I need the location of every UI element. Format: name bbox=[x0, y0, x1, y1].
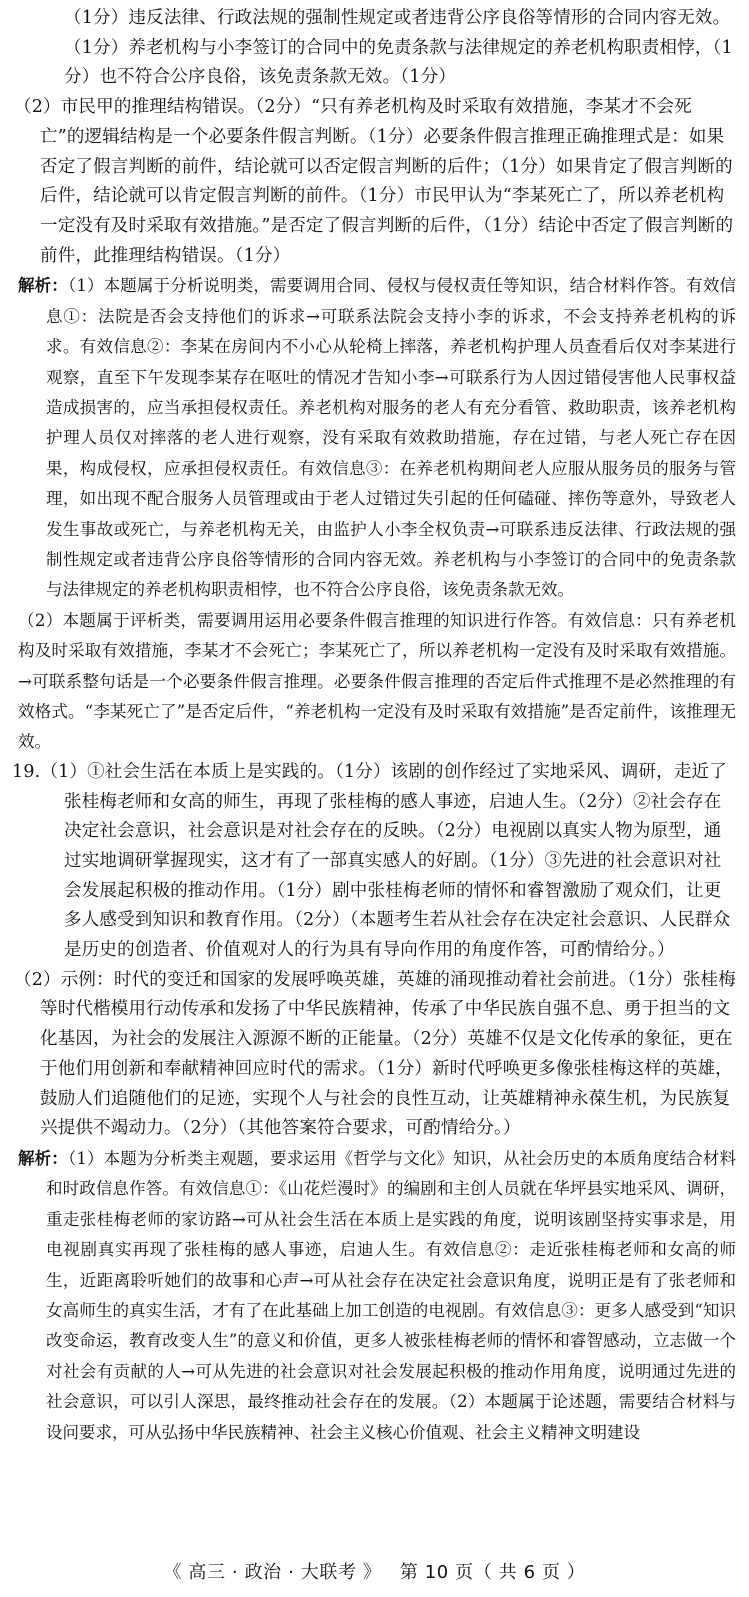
analysis-18 bbox=[18, 271, 736, 758]
analysis-18-text-2: （2）本题属于评析类，需要调用运用必要条件假言推理的知识进行作答。有效信息：只有养老机构及时采取有效措施，李某才不会死亡；李某死亡了，所以养老机构一定没有及时采取有效措施。→可联系整句话是一个必要条件假言推理。必要条件假言推理的否定后件式推理不是必然推理的有效格式。“李某死亡了”是否定后件，“养老机构一定没有及时采取有效措施”是否定前件，该推理无效。 bbox=[18, 610, 736, 752]
answer-18-part1-continued: （1分）违反法律、行政法规的强制性规定或者违背公序良俗等情形的合同内容无效。（1分）养老机构与小李签订的合同中的免责条款与法律规定的养老机构职责相悖，（1分）也不符合公序良俗，该免责条款无效。（1分） bbox=[64, 8, 733, 88]
analysis-19 bbox=[18, 1144, 736, 1448]
analysis-label: 解析： bbox=[18, 276, 68, 296]
document-page bbox=[14, 4, 736, 1448]
footer-title: 《 高三 · 政治 · 大联考 》 bbox=[163, 1562, 382, 1583]
footer-page-number: 第 10 页（ 共 6 页 ） bbox=[399, 1562, 586, 1583]
analysis-19-text: （1）本题为分析类主观题，要求运用《哲学与文化》知识，从社会历史的本质角度结合材料和时政信息作答。有效信息①：《山花烂漫时》的编剧和主创人员就在华坪县实地采风、调研，重走张桂梅老师的家访路→可从社会生活在本质上是实践的角度，说明该剧坚持实事求是，用电视剧真实再现了张桂梅的感人事迹，启迪人生。有效信息②：走近张桂梅老师和女高的师生，近距离聆听她们的故事和心声→可从社会存在决定社会意识角度，说明正是有了张老师和女高师生的真实生活，才有了在此基础上加工创造的电视剧。有效信息③：更多人感受到“知识改变命运，教育改变人生”的意义和价值，更多人被张桂梅老师的情怀和睿智感动，立志做一个对社会有贡献的人→可从先进的社会意识对社会发展起积极的推动作用角度，说明通过先进的社会意识，可以引人深思，最终推动社会存在的发展。（2）本题属于论述题，需要结合材料与设问要求，可从弘扬中华民族精神、社会主义核心价值观、社会主义精神文明建设 bbox=[46, 1148, 736, 1442]
answer-19-part2: （2）示例：时代的变迁和国家的发展呼唤英雄，英雄的涌现推动着社会前进。（1分）张桂梅等时代楷模用行动传承和发扬了中华民族精神，传承了中华民族自强不息、勇于担当的文化基因，为社会的发展注入源源不断的正能量。（2分）英雄不仅是文化传承的象征，更在于他们用创新和奉献精神回应时代的需求。（1分）新时代呼唤更多像张桂梅这样的英雄，鼓励人们追随他们的足迹，实现个人与社会的良性互动，让英雄精神永葆生机，为民族复兴提供不竭动力。（2分）（其他答案符合要求，可酌情给分。） bbox=[14, 969, 736, 1139]
analysis-label: 解析： bbox=[18, 1148, 68, 1168]
answer-19-part1-text: （1）①社会生活在本质上是实践的。（1分）该剧的创作经过了实地采风、调研，走近了张桂梅老师和女高的师生，再现了张桂梅的感人事迹，启迪人生。（2分）②社会存在决定社会意识，社会意识是对社会存在的反映。（2分）电视剧以真实人物为原型，通过实地调研掌握现实，这才有了一部真实感人的好剧。（1分）③先进的社会意识对社会发展起积极的推动作用。（1分）剧中张桂梅老师的情怀和睿智激励了观众们，让更多人感受到知识和教育作用。（2分）（本题考生若从社会存在决定社会意识、人民群众是历史的创造者、价值观对人的行为具有导向作用的角度作答，可酌情给分。） bbox=[40, 761, 731, 961]
analysis-18-text-1: （1）本题属于分析说明类，需要调用合同、侵权与侵权责任等知识，结合材料作答。有效信息①：法院是否会支持他们的诉求→可联系法院会支持小李的诉求，不会支持养老机构的诉求。有效信息②：李某在房间内不小心从轮椅上摔落，养老机构护理人员查看后仅对李某进行观察，直至下午发现李某存在呕吐的情况才告知小李→可联系行为人因过错侵害他人民事权益造成损害的，应当承担侵权责任。养老机构对服务的老人有充分看管、救助职责，该养老机构护理人员仅对摔落的老人进行观察，没有采取有效救助措施，存在过错，与老人死亡存在因果，构成侵权，应承担侵权责任。有效信息③：在养老机构期间老人应服从服务员的服务与管理，如出现不配合服务人员管理或由于老人过错过失引起的任何磕碰、摔伤等意外，导致老人发生事故或死亡，与养老机构无关，由监护人小李全权负责→可联系违反法律、行政法规的强制性规定或者违背公序良俗等情形的合同内容无效。养老机构与小李签订的合同中的免责条款与法律规定的养老机构职责相悖，也不符合公序良俗，该免责条款无效。 bbox=[46, 276, 736, 600]
page-footer bbox=[0, 1558, 749, 1584]
question-number: 19. bbox=[12, 761, 41, 782]
answer-19-part1 bbox=[12, 758, 736, 966]
answer-18-part2: （2）市民甲的推理结构错误。（2分）“只有养老机构及时采取有效措施，李某才不会死亡”的逻辑结构是一个必要条件假言判断。（1分）必要条件假言推理正确推理式是：如果否定了假言判断的前件，结论就可以否定假言判断的后件；（1分）如果肯定了假言判断的后件，结论就可以肯定假言判断的前件。（1分）市民甲认为“李某死亡了，所以养老机构一定没有及时采取有效措施。”是否定了假言判断的后件，（1分）结论中否定了假言判断的前件，此推理结构错误。（1分） bbox=[14, 97, 734, 266]
